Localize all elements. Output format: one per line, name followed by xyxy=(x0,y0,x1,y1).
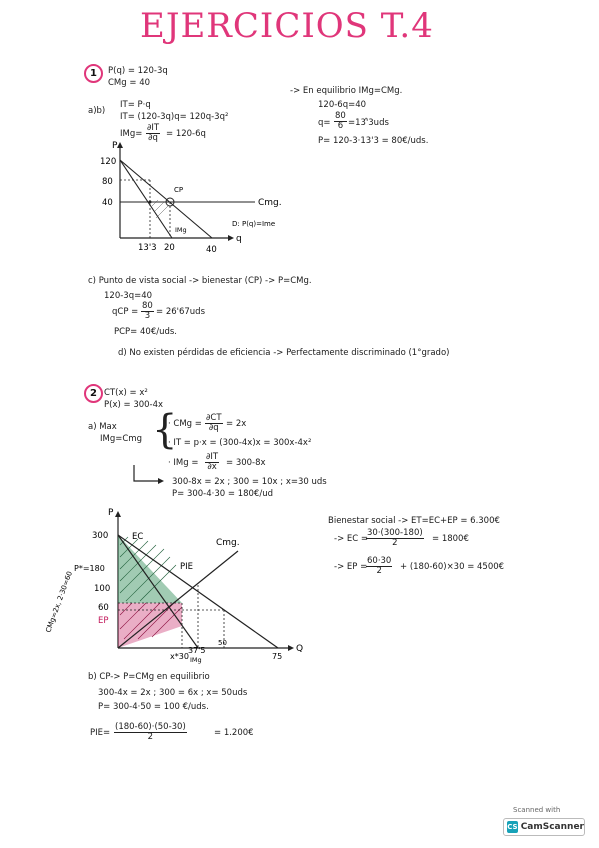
solution-arrow xyxy=(130,465,170,485)
ex2-side-note: CMg=2x, 2·30=60 xyxy=(44,570,74,634)
denominator: 2 xyxy=(376,566,382,576)
ex2-b-line1: b) CP-> P=CMg en equilibrio xyxy=(88,672,210,682)
ex2-y100: 100 xyxy=(94,584,111,594)
ex1-it-expanded: IT= (120-3q)q= 120q-3q² xyxy=(120,112,229,122)
ex2-y60: 60 xyxy=(98,603,109,613)
ex2-cmg-rhs: = 2x xyxy=(226,419,247,429)
ex1-it-def: IT= P·q xyxy=(120,100,151,110)
numerator: ∂IT xyxy=(206,452,219,462)
ex2-x30: x*30 xyxy=(170,652,189,661)
ex1-graph xyxy=(80,140,320,265)
ex2-pie-lhs: PIE= xyxy=(90,728,111,738)
numerator: (180-60)·(50-30) xyxy=(115,722,186,732)
ex1-eq-step2-rhs: =13'̂3uds xyxy=(348,118,389,128)
page-title: EJERCICIOS T.4 xyxy=(140,6,434,46)
ex2-x50: 50 xyxy=(218,639,227,647)
ex1-demand-label: D: P(q)=Ime xyxy=(232,220,276,228)
denominator: ∂q xyxy=(148,133,158,143)
ex2-pie-label: PIE xyxy=(180,562,194,572)
ex2-b-line2: 300-4x = 2x ; 300 = 6x ; x= 50uds xyxy=(98,688,248,698)
ex2-price-function: P(x) = 300-4x xyxy=(104,400,164,410)
ex2-x75: 75 xyxy=(272,652,283,661)
ex2-img-label: IMg xyxy=(190,656,202,664)
ex1-img-rhs: = 120-6q xyxy=(166,129,206,139)
numerator: 60·30 xyxy=(367,556,392,566)
numerator: 80 xyxy=(142,301,153,311)
ex1-x20: 20 xyxy=(164,243,175,253)
ex2-ep-lhs: -> EP = xyxy=(334,562,368,572)
denominator: 2 xyxy=(392,538,398,548)
brace: { xyxy=(152,407,178,453)
denominator: 3 xyxy=(144,311,151,321)
exercise-1-number: 1 xyxy=(84,64,103,83)
ex2-y300: 300 xyxy=(92,531,109,541)
numerator: ∂IT xyxy=(147,123,160,133)
ex2-img-lhs: · IMg = xyxy=(168,458,199,468)
ex1-price-function: P(q) = 120-3q xyxy=(108,66,168,76)
ex1-d-line: d) No existen pérdidas de eficiencia -> Perfectamente discriminado (1°grado) xyxy=(118,348,450,358)
ex2-y180: P*=180 xyxy=(74,564,105,573)
ex1-c-line3-rhs: = 26'67uds xyxy=(156,307,206,317)
ex2-a-sub: IMg=Cmg xyxy=(100,434,142,444)
ex1-cmg-label: Cmg. xyxy=(258,198,282,208)
ex2-x375: 37'5 xyxy=(188,646,206,655)
camscanner-icon: CS xyxy=(507,823,518,831)
ex2-cmg-fraction xyxy=(205,414,223,433)
exercise-2-number: 2 xyxy=(84,384,103,403)
ex2-img-rhs: = 300-8x xyxy=(226,458,266,468)
ex1-eq-header: -> En equilibrio IMg=CMg. xyxy=(290,86,403,96)
numerator: 80 xyxy=(335,111,346,121)
ex1-cmg: CMg = 40 xyxy=(108,78,151,88)
ex2-q-axis: Q xyxy=(296,644,304,654)
ex1-c-line3-fraction xyxy=(141,302,154,321)
ex2-pie-rhs: = 1.200€ xyxy=(214,728,254,738)
ex1-y80: 80 xyxy=(102,177,113,187)
ex2-cmg-label: Cmg. xyxy=(216,538,240,548)
ex2-img-fraction xyxy=(205,453,219,472)
ex1-p-axis: P xyxy=(112,141,118,151)
ex1-img-lhs: IMg= xyxy=(120,129,143,139)
ex2-pie-fraction xyxy=(114,723,187,742)
ex1-y40: 40 xyxy=(102,198,113,208)
camscanner-name: CamScanner xyxy=(520,822,584,832)
denominator: ∂q xyxy=(208,423,219,433)
ex1-eq-step1: 120-6q=40 xyxy=(318,100,367,110)
ex1-c-line1: c) Punto de vista social -> bienestar (CP) -> P=CMg. xyxy=(88,276,312,286)
ex2-b-line3: P= 300-4·50 = 100 €/uds. xyxy=(98,702,209,712)
ex1-x40: 40 xyxy=(206,245,217,255)
ex2-ec-rhs: = 1800€ xyxy=(432,534,469,544)
ex1-c-line3-lhs: qCP = xyxy=(112,307,139,317)
ex2-p-axis: P xyxy=(108,508,114,518)
ex2-ec-fraction xyxy=(366,529,424,548)
ex1-y120: 120 xyxy=(100,157,117,167)
ex2-it-line: · IT = p·x = (300-4x)x = 300x-4x² xyxy=(168,438,312,448)
ex2-bienestar: Bienestar social -> ET=EC+EP = 6.300€ xyxy=(328,516,500,526)
ex2-a-label: a) Max xyxy=(88,422,117,432)
ex1-img-label: IMg xyxy=(175,226,187,234)
ex2-cost-function: CT(x) = x² xyxy=(104,388,148,398)
denominator: 6 xyxy=(337,121,344,131)
ex2-cmg-lhs: · CMg = xyxy=(168,419,202,429)
ex2-ec-label: EC xyxy=(132,532,144,542)
ex2-graph xyxy=(28,505,328,665)
ex2-ep-fraction xyxy=(366,557,392,576)
ex1-x13: 13'3 xyxy=(138,243,157,253)
ex2-ep-label: EP xyxy=(98,616,109,626)
ex2-solution-p: P= 300-4·30 = 180€/ud xyxy=(172,489,273,499)
ex1-c-line2: 120-3q=40 xyxy=(104,291,153,301)
ex1-eq-step3: P= 120-3·13'3 = 80€/uds. xyxy=(318,136,429,146)
ex2-solution-x: 300-8x = 2x ; 300 = 10x ; x=30 uds xyxy=(172,477,327,487)
ex1-eq-step2-fraction xyxy=(334,112,347,131)
ex1-ab-label: a)b) xyxy=(88,106,106,116)
ex1-c-line4: PCP= 40€/uds. xyxy=(114,327,178,337)
camscanner-badge xyxy=(503,806,585,840)
ex2-ec-lhs: -> EC = xyxy=(334,534,369,544)
denominator: 2 xyxy=(147,732,154,742)
numerator: 30·(300-180) xyxy=(367,528,423,538)
ex1-cp-label: CP xyxy=(174,186,184,194)
scanned-with-text: Scanned with xyxy=(513,806,561,814)
numerator: ∂CT xyxy=(206,413,222,423)
ex1-eq-step2-lhs: q= xyxy=(318,118,331,128)
ex2-ep-rhs: + (180-60)×30 = 4500€ xyxy=(400,562,505,572)
camscanner-logo-box xyxy=(503,818,585,836)
denominator: ∂x xyxy=(207,462,217,472)
ex1-q-axis: q xyxy=(236,234,242,244)
